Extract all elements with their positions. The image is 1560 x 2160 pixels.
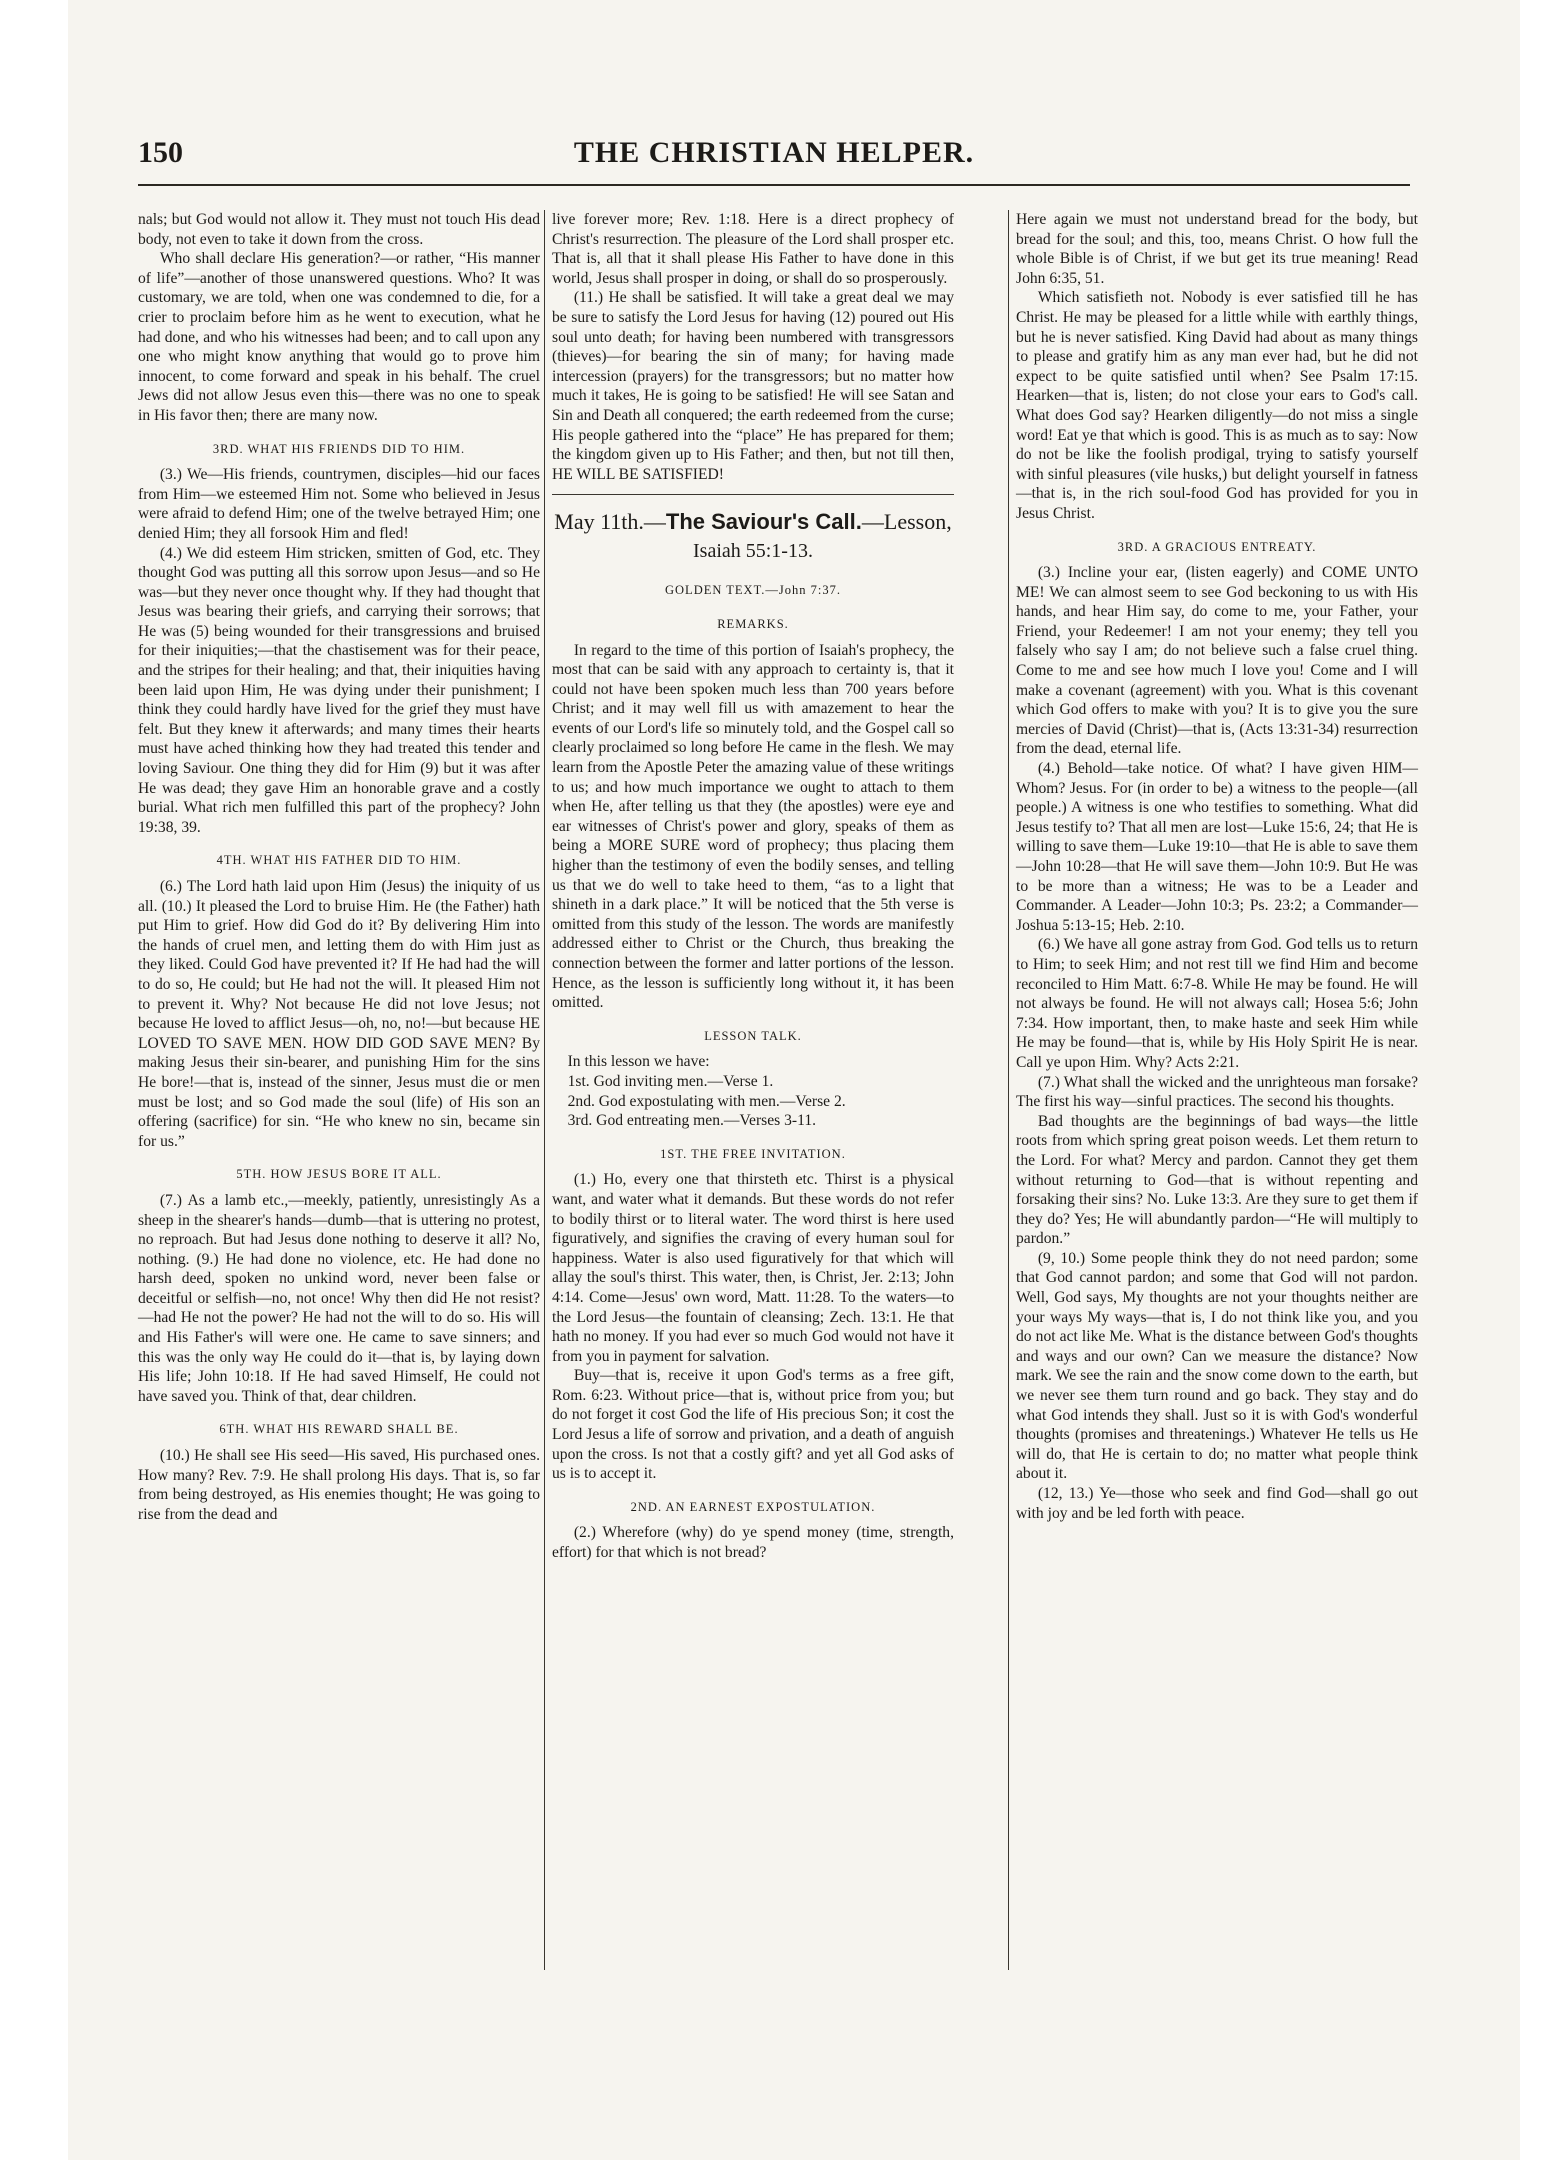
outline-item: 1st. God inviting men.—Verse 1. bbox=[567, 1072, 774, 1090]
section-heading: 2ND. AN EARNEST EXPOSTULATION. bbox=[630, 1499, 876, 1514]
paragraph: (1.) Ho, every one that thirsteth etc. Thirst is a physical want, and water what it demands. But these words do not refer to bodily thirst or to literal water. The word thirst is here used figuratively, and signifies the craving of every human soul for happiness. Water is also used figuratively for that which will allay the soul's thirst. This water, then, is Christ, Jer. 2:13; John 4:14. Come—Jesus' own word, Matt. 11:28. To the waters—to the Lord Jesus—the fountain of cleansing; Zech. 13:1. He that hath no money. If you had ever so much God would not have it from you in payment for salvation. bbox=[552, 1171, 954, 1365]
column-middle bbox=[552, 210, 954, 1563]
section-heading: 1ST. THE FREE INVITATION. bbox=[660, 1146, 846, 1161]
header-rule bbox=[138, 184, 1410, 186]
lesson-date: May 11th.— bbox=[554, 509, 666, 535]
paragraph: (2.) Wherefore (why) do ye spend money (time, strength, effort) for that which is not bread? bbox=[552, 1524, 954, 1562]
paragraph: (6.) The Lord hath laid upon Him (Jesus) the iniquity of us all. (10.) It pleased the Lord to bruise Him. He (the Father) hath put Him to grief. How did God do it? By delivering Him into the hands of cruel men, and letting them do with Him just as they liked. Could God have prevented it? If He had had the will to do so, He could; but He had not the will. It pleased Him not to prevent it. Why? Not because He did not love Jesus; not because He loved to afflict Jesus—oh, no, no!—but because HE LOVED TO SAVE MEN. HOW DID GOD SAVE MEN? By making Jesus their sin-bearer, and punishing Him for the sins He bore!—that is, instead of the sinner, Jesus must die or men must be lost; and so God made the soul (life) of His son an offering (sacrifice) for sin. “He who knew no sin, became sin for us.” bbox=[138, 878, 540, 1150]
lesson-name: The Saviour's Call. bbox=[665, 509, 862, 535]
column-right bbox=[1016, 210, 1418, 1523]
running-title: THE CHRISTIAN HELPER. bbox=[573, 136, 975, 169]
paragraph: Buy—that is, receive it upon God's terms as a free gift, Rom. 6:23. Without price—that is, without price from you; but do not forget it cost God the life of His precious Son; it cost the Lord Jesus a life of sorrow and privation, and a death of anguish upon the cross. Is not that a costly gift? and yet all God asks of us is to accept it. bbox=[552, 1367, 954, 1483]
column-rule bbox=[1008, 210, 1009, 1970]
paragraph: live forever more; Rev. 1:18. Here is a direct prophecy of Christ's resurrection. The pleasure of the Lord shall prosper etc. That is, all that it shall please His Father to have done in this world, Jesus shall prosper in doing, or shall do so prosperously. bbox=[552, 211, 954, 287]
paragraph: (3.) Incline your ear, (listen eagerly) and COME UNTO ME! We can almost seem to see God beckoning to us with His hands, and hear Him say, do come to me, your Father, your Friend, your Redeemer! I am not your enemy; they tell you falsely who say I am; do not believe such a false cruel thing. Come to me and see how much I love you! Come and I will make a covenant (agreement) with you. What is this covenant which God offers to make with you? It is to give you the sure mercies of David (Christ)—that is, (Acts 13:31-34) resurrection from the dead, eternal life. bbox=[1016, 564, 1418, 758]
paragraph: Here again we must not understand bread for the body, but bread for the soul; and this, too, means Christ. O how full the whole Bible is of Christ, if we but get its true meaning! Read John 6:35, 51. bbox=[1016, 211, 1418, 287]
column-rule bbox=[544, 210, 545, 1970]
paragraph: (12, 13.) Ye—those who seek and find God—shall go out with joy and be led forth with peace. bbox=[1016, 1485, 1418, 1522]
lesson-suffix: —Lesson, bbox=[861, 509, 952, 535]
golden-text: GOLDEN TEXT.—John 7:37. bbox=[665, 583, 841, 598]
paragraph: Who shall declare His generation?—or rather, “His manner of life”—another of those unanswered questions. Who? It was customary, we are told, when one was condemned to die, for a crier to proclaim before him as he went to execution, what he had done, and who his witnesses had been; and to call upon any one who might know anything that would go to prove him innocent, to come forward and speak in his behalf. The cruel Jews did not allow Jesus even this—there was no one to speak in His favor then; there are many now. bbox=[138, 250, 540, 424]
outline-intro: In this lesson we have: bbox=[567, 1053, 710, 1071]
paragraph: (7.) What shall the wicked and the unrighteous man forsake? The first his way—sinful practices. The second his thoughts. bbox=[1016, 1073, 1418, 1111]
outline-item: 3rd. God entreating men.—Verses 3-11. bbox=[567, 1112, 817, 1130]
lesson-outline bbox=[552, 1052, 954, 1130]
paragraph: Which satisfieth not. Nobody is ever satisfied till he has Christ. He may be pleased for a little while with earthly things, but he is never satisfied. King David had about as many things to please and gratify him as any man ever had, but he did not expect to be quite satisfied until when? See Psalm 17:15. Hearken—that is, listen; do not close your ears to God's call. What does God say? Hearken diligently—do not miss a single word! Eat ye that which is good. This is as much as to say: Now do not be like the foolish prodigal, trying to satisfy yourself with sinful pleasures (vile husks,) but delight yourself in fatness—that is, in the rich soul-food God has provided for you in Jesus Christ. bbox=[1016, 289, 1418, 522]
paragraph: (4.) Behold—take notice. Of what? I have given HIM—Whom? Jesus. For (in order to be) a witness to the people—(all people.) A witness is one who testifies to something. What did Jesus testify to? That all men are lost—Luke 15:6, 24; that He is willing to save them—Luke 19:10—that He is able to save them—John 10:28—that He will save them—John 10:9. But He was to be more than a witness; He was to be a Leader and Commander. A Leader—John 10:3; Ps. 23:2; a Commander—Joshua 5:13-15; Heb. 2:10. bbox=[1016, 760, 1418, 934]
paragraph: (9, 10.) Some people think they do not need pardon; some that God cannot pardon; and some that God will not pardon. Well, God says, My thoughts are not your thoughts neither are your ways My ways—that is, I do not think like you, and you do not act like Me. What is the distance between God's thoughts and ways and our own? Can we measure the distance? Now mark. We see the rain and the snow come down to the earth, but we never see them turn round and go back. They stay and do what God intends they shall. Just so it is with God's wonderful thoughts (promises and threatenings.) Whatever He tells us He will do, that He is certain to do; no matter what people think about it. bbox=[1016, 1249, 1418, 1483]
page-number: 150 bbox=[138, 136, 183, 169]
paragraph: (10.) He shall see His seed—His saved, His purchased ones. How many? Rev. 7:9. He shall prolong His days. That is, so far from being destroyed, as His enemies thought; He was going to rise from the dead and bbox=[138, 1447, 540, 1523]
section-heading: 3RD. WHAT HIS FRIENDS DID TO HIM. bbox=[212, 441, 466, 456]
section-separator bbox=[552, 494, 954, 495]
paragraph: (6.) We have all gone astray from God. God tells us to return to Him; to seek Him; and not rest till we find Him and become reconciled to Him Matt. 6:7-8. While He may be found. He will not always be found. He will not always call; Hosea 5:6; John 7:34. How important, then, to make haste and seek Him while He may be found—that is, while by His Holy Spirit He is near. Call ye upon Him. Why? Acts 2:21. bbox=[1016, 936, 1418, 1071]
paragraph: (4.) We did esteem Him stricken, smitten of God, etc. They thought God was putting all this sorrow upon Jesus—and so He was—but they never once thought why. If they had thought that Jesus was bearing their griefs, and carrying their sorrows; that He was (5) being wounded for their transgressions and bruised for their iniquities;—that the chastisement was for their peace, and the stripes for their healing; and that, their iniquities having been laid upon Him, He was dying under their punishment; I think they could hardly have lived for the grief they must have felt. But they knew it afterwards; and many times their hearts must have ached thinking how they had treated this tender and loving Saviour. One thing they did for Him (9) but it was after He was dead; they gave Him an honorable grave and a costly burial. What rich men fulfilled this part of the prophecy? John 19:38, 39. bbox=[138, 544, 540, 836]
section-heading: LESSON TALK. bbox=[704, 1028, 802, 1043]
lesson-reference: Isaiah 55:1-13. bbox=[693, 540, 813, 563]
paragraph: Bad thoughts are the beginnings of bad ways—the little roots from which spring great poison weeds. Let them return to the Lord. For what? Mercy and pardon. Cannot they get them without returning to God—that is without repenting and forsaking their sins? No. Luke 13:3. Are they sure to get them if they do? Yes; He will abundantly pardon—“He will multiply to pardon.” bbox=[1016, 1112, 1418, 1248]
page-header bbox=[138, 128, 1410, 178]
paragraph: (11.) He shall be satisfied. It will take a great deal we may be sure to satisfy the Lord Jesus for having (12) poured out His soul unto death; for having been numbered with transgressors (thieves)—for bearing the sin of many; for having made intercession (prayers) for the transgressors; but no matter how much it takes, He is going to be satisfied! He will see Satan and Sin and Death all conquered; the earth redeemed from the curse; His people gathered into the “place” He has prepared for them; the kingdom given up to His Father; and then, but not till then, HE WILL BE SATISFIED! bbox=[552, 289, 954, 483]
column-left bbox=[138, 210, 540, 1524]
lesson-title bbox=[552, 509, 954, 535]
section-heading: 5TH. HOW JESUS BORE IT ALL. bbox=[236, 1167, 442, 1182]
paragraph: In regard to the time of this portion of Isaiah's prophecy, the most that can be said with any approach to certainty is, that it could not have been spoken much less than 700 years before Christ; and it may well fill us with amazement to hear the events of our Lord's life so minutely told, and the Gospel call so clearly proclaimed so long before He came in the flesh. We may learn from the Apostle Peter the amazing value of these writings to us; and how much importance we ought to attach to them when He, after telling us that they (the apostles) were eye and ear witnesses of Christ's power and glory, speaks of them as being a MORE SURE word of prophecy; thus placing them higher than the testimony of even the bodily senses, and telling us that we do well to take heed to them, “as to a light that shineth in a dark place.” It will be noticed that the 5th verse is omitted from this study of the lesson. The words are manifestly addressed either to Christ or the Church, thus breaking the connection between the former and latter portions of the lesson. Hence, as the lesson is sufficiently long without it, it has been omitted. bbox=[552, 641, 954, 1012]
section-heading: 4TH. WHAT HIS FATHER DID TO HIM. bbox=[216, 853, 462, 868]
paragraph: nals; but God would not allow it. They must not touch His dead body, not even to take it down from the cross. bbox=[138, 211, 540, 248]
paragraph: (3.) We—His friends, countrymen, disciples—hid our faces from Him—we esteemed Him not. Some who believed in Jesus were afraid to defend Him; one of the twelve betrayed Him; one denied Him; they all forsook Him and fled! bbox=[138, 466, 540, 542]
outline-item: 2nd. God expostulating with men.—Verse 2. bbox=[567, 1092, 846, 1110]
paragraph: (7.) As a lamb etc.,—meekly, patiently, unresistingly As a sheep in the shearer's hands—dumb—that is uttering no protest, no reproach. But had Jesus done nothing to deserve it all? No, nothing. (9.) He had done no violence, etc. He had done no harsh deed, spoken no unkind word, never been false or deceitful or selfish—no, not once! Why then did He not resist?—had He not the power? He had not the will to do so. His will and His Father's will were one. He came to save sinners; and this was the only way He could do it—that is, by laying down His life; John 10:18. If He had saved Himself, He could not have saved you. Think of that, dear children. bbox=[138, 1191, 540, 1405]
section-heading: 6TH. WHAT HIS REWARD SHALL BE. bbox=[219, 1422, 459, 1437]
section-heading: REMARKS. bbox=[717, 616, 789, 631]
section-heading: 3RD. A GRACIOUS ENTREATY. bbox=[1117, 539, 1317, 554]
